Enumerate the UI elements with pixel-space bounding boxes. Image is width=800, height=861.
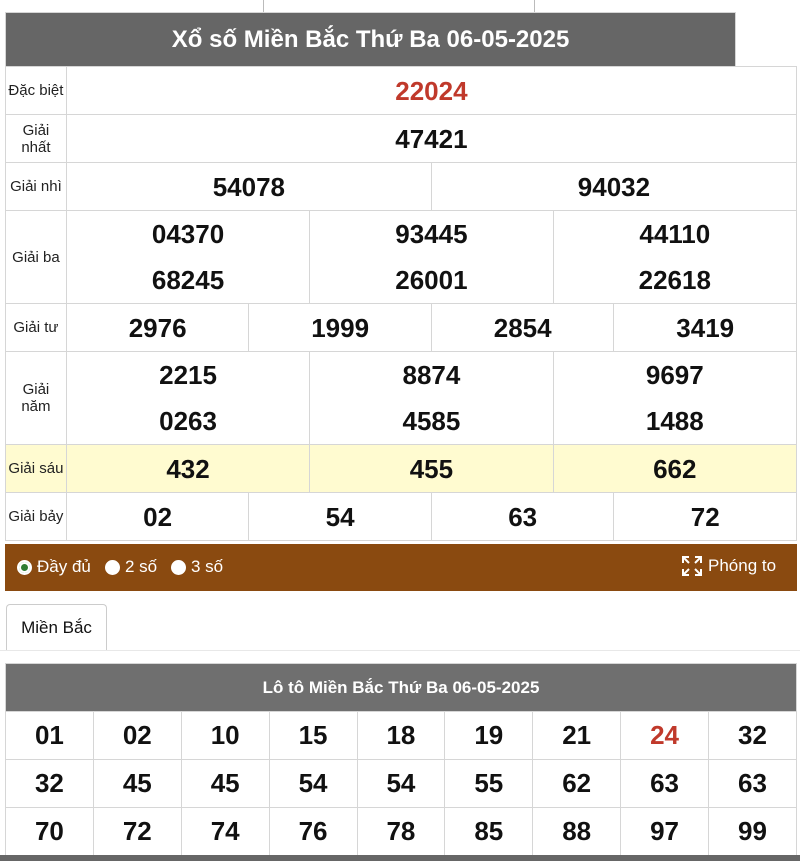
loto-cell: 88 — [533, 808, 621, 856]
prize-g2-value: 54078 — [66, 163, 431, 211]
prize-g7-value: 54 — [249, 493, 432, 541]
display-controls-bar — [5, 544, 797, 591]
radio-checked-icon[interactable] — [17, 560, 32, 575]
option-three-label: 3 số — [191, 557, 224, 576]
result-table — [5, 12, 797, 541]
prize-db-value: 22024 — [66, 67, 796, 115]
loto-cell: 97 — [621, 808, 709, 856]
prize-label-g2: Giải nhì — [6, 163, 67, 211]
loto-cell: 76 — [269, 808, 357, 856]
prize-label-g7: Giải bảy — [6, 493, 67, 541]
prize-g4-value: 2976 — [66, 304, 249, 352]
loto-cell: 72 — [93, 808, 181, 856]
prize-g3-value: 93445 — [310, 211, 553, 258]
prize-g6-value: 432 — [66, 445, 309, 493]
loto-cell: 62 — [533, 760, 621, 808]
loto-cell: 54 — [357, 760, 445, 808]
prize-g1-value: 47421 — [66, 115, 796, 163]
option-full-label: Đầy đủ — [37, 557, 91, 576]
loto-cell: 85 — [445, 808, 533, 856]
prize-g4-value: 3419 — [614, 304, 797, 352]
prize-g7-value: 02 — [66, 493, 249, 541]
loto-cell: 01 — [6, 712, 94, 760]
loto-cell: 74 — [181, 808, 269, 856]
prize-g7-value: 72 — [614, 493, 797, 541]
loto-cell: 18 — [357, 712, 445, 760]
loto-cell: 21 — [533, 712, 621, 760]
option-full[interactable] — [17, 557, 91, 577]
loto-cell: 78 — [357, 808, 445, 856]
top-strip-segment — [263, 0, 535, 12]
top-strip — [0, 0, 800, 12]
prize-g4-value: 2854 — [431, 304, 614, 352]
prize-label-db: Đặc biệt — [6, 67, 67, 115]
prize-g5-value: 9697 — [553, 352, 796, 399]
prize-g6-value: 662 — [553, 445, 796, 493]
loto-cell-special: 24 — [621, 712, 709, 760]
prize-g5-value: 1488 — [553, 398, 796, 445]
prize-g3-value: 04370 — [66, 211, 309, 258]
prize-g5-value: 4585 — [310, 398, 553, 445]
loto-table — [5, 663, 797, 856]
loto-cell: 63 — [709, 760, 797, 808]
loto-cell: 70 — [6, 808, 94, 856]
loto-cell: 55 — [445, 760, 533, 808]
option-two-digits[interactable] — [105, 557, 157, 577]
prize-g3-value: 44110 — [553, 211, 796, 258]
loto-cell: 32 — [6, 760, 94, 808]
zoom-label: Phóng to — [708, 556, 777, 575]
prize-g6-value: 455 — [310, 445, 553, 493]
prize-g5-value: 0263 — [66, 398, 309, 445]
prize-label-g4: Giải tư — [6, 304, 67, 352]
bottom-strip — [0, 855, 800, 861]
prize-g3-value: 22618 — [553, 257, 796, 304]
loto-cell: 45 — [181, 760, 269, 808]
prize-g7-value: 63 — [431, 493, 614, 541]
zoom-button[interactable] — [681, 555, 776, 577]
radio-icon[interactable] — [171, 560, 186, 575]
option-two-label: 2 số — [125, 557, 158, 576]
prize-g4-value: 1999 — [249, 304, 432, 352]
tab-mien-bac[interactable]: Miền Bắc — [6, 604, 107, 651]
loto-cell: 10 — [181, 712, 269, 760]
loto-cell: 63 — [621, 760, 709, 808]
prize-label-g6: Giải sáu — [6, 445, 67, 493]
loto-cell: 32 — [709, 712, 797, 760]
prize-g5-value: 2215 — [66, 352, 309, 399]
prize-label-g5: Giải năm — [6, 352, 67, 445]
prize-g3-value: 68245 — [66, 257, 309, 304]
loto-cell: 99 — [709, 808, 797, 856]
loto-title: Lô tô Miền Bắc Thứ Ba 06-05-2025 — [6, 664, 797, 712]
loto-cell: 45 — [93, 760, 181, 808]
loto-cell: 02 — [93, 712, 181, 760]
prize-g2-value: 94032 — [431, 163, 796, 211]
expand-icon — [681, 555, 703, 577]
prize-label-g3: Giải ba — [6, 211, 67, 304]
loto-cell: 15 — [269, 712, 357, 760]
loto-cell: 54 — [269, 760, 357, 808]
result-title: Xổ số Miền Bắc Thứ Ba 06-05-2025 — [6, 13, 736, 67]
radio-icon[interactable] — [105, 560, 120, 575]
prize-g5-value: 8874 — [310, 352, 553, 399]
loto-cell: 19 — [445, 712, 533, 760]
option-three-digits[interactable] — [171, 557, 223, 577]
prize-g3-value: 26001 — [310, 257, 553, 304]
tab-divider — [0, 650, 800, 651]
prize-label-g1: Giải nhất — [6, 115, 67, 163]
